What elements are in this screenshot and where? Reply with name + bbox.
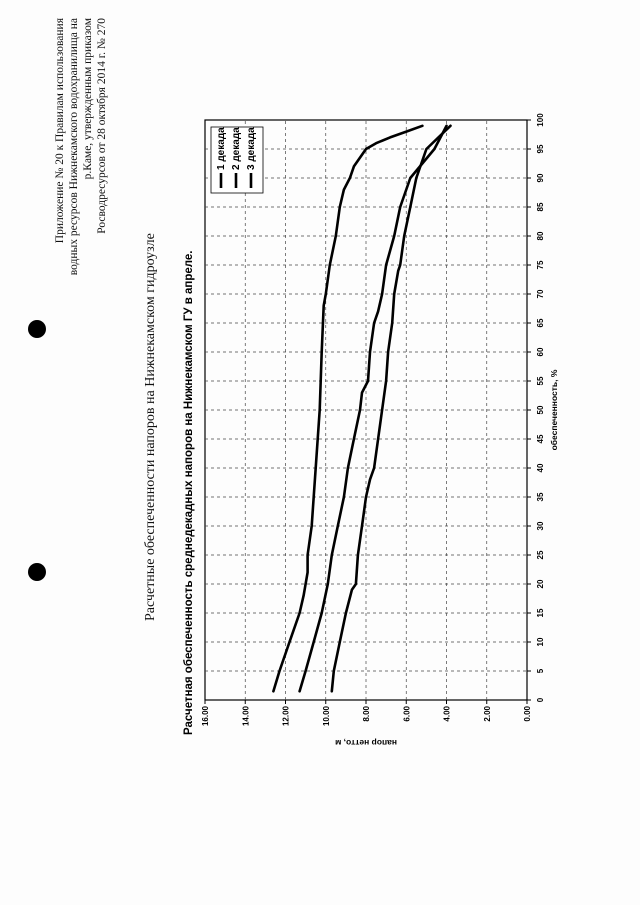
x-tick-label: 10 (536, 637, 545, 647)
x-tick-label: 85 (536, 202, 545, 212)
x-tick-label: 40 (536, 463, 545, 473)
header-line: Приложение № 20 к Правилам использования (54, 18, 66, 244)
y-tick-label: 8.00 (362, 706, 371, 722)
x-tick-label: 65 (536, 318, 545, 328)
x-tick-label: 35 (536, 492, 545, 502)
y-tick-label: 6.00 (402, 706, 412, 722)
y-tick-label: 0.00 (523, 706, 532, 722)
series-line-3 (332, 126, 451, 692)
series-line-2 (300, 126, 447, 692)
series-group (273, 126, 450, 692)
x-tick-label: 45 (536, 434, 545, 444)
x-tick-label: 30 (536, 521, 545, 531)
x-axis-label: обеспеченность, % (549, 369, 559, 451)
y-axis (201, 700, 532, 726)
legend (211, 127, 263, 193)
x-tick-label: 5 (536, 668, 545, 674)
x-tick-label: 0 (536, 697, 545, 703)
x-tick-label: 100 (536, 113, 545, 127)
x-tick-label: 25 (536, 550, 545, 560)
x-tick-label: 20 (536, 579, 545, 589)
y-tick-label: 4.00 (442, 706, 452, 722)
legend-label: 2 декада (231, 127, 242, 170)
x-axis (527, 113, 545, 702)
legend-label: 3 декада (246, 127, 257, 170)
x-tick-label: 95 (536, 144, 545, 154)
y-tick-label: 16.00 (201, 706, 210, 727)
legend-label: 1 декада (216, 127, 227, 170)
y-axis-label: напор нетто, м (335, 738, 397, 748)
y-tick-label: 10.00 (321, 706, 331, 727)
x-tick-label: 70 (536, 289, 545, 299)
y-tick-label: 14.00 (241, 706, 251, 727)
x-tick-label: 15 (536, 608, 545, 618)
y-tick-label: 12.00 (281, 706, 291, 727)
header-line: р.Каме, утвержденным приказом (82, 18, 94, 180)
page-title: Расчетные обеспеченности напоров на Нижнекамском гидроузле (143, 233, 158, 621)
grid (205, 120, 527, 700)
x-tick-label: 80 (536, 231, 545, 241)
chart-title: Расчетная обеспеченность среднедекадных напоров на Нижнекамском ГУ в апреле. (183, 250, 195, 735)
x-tick-label: 50 (536, 405, 545, 415)
header-line: водных ресурсов Нижнекамского водохранилища на (68, 18, 80, 276)
y-tick-label: 2.00 (482, 706, 492, 722)
header-line: Росводресурсов от 28 октября 2014 г. № 270 (96, 18, 108, 234)
x-tick-label: 60 (536, 347, 545, 357)
x-tick-label: 75 (536, 260, 545, 270)
x-tick-label: 90 (536, 173, 545, 183)
x-tick-label: 55 (536, 376, 545, 386)
